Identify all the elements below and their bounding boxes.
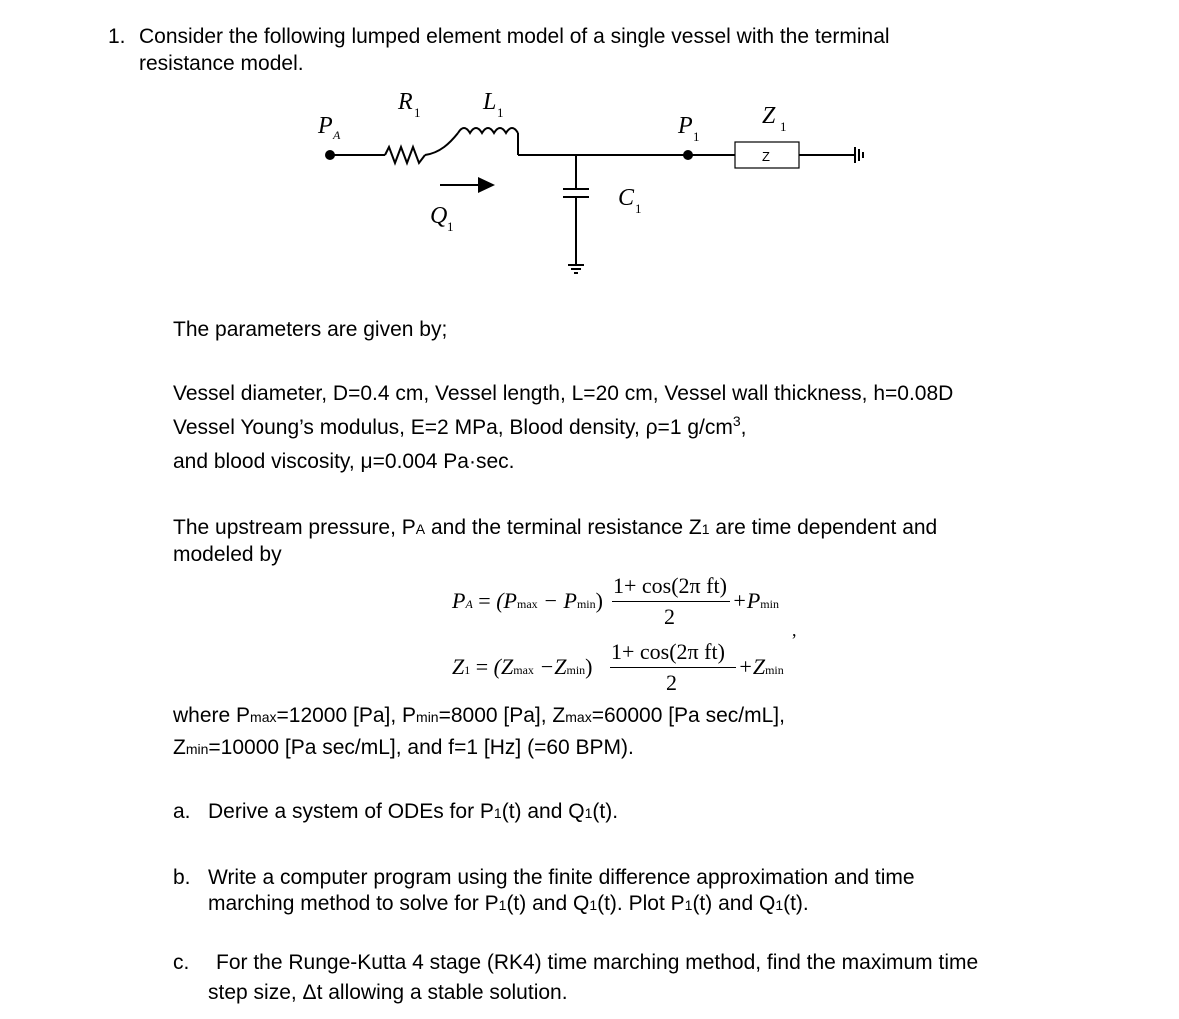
eq2-numerator: 1+ cos(2π ft) bbox=[611, 639, 725, 664]
label-z1-sub: 1 bbox=[780, 119, 787, 134]
eq2-denominator: 2 bbox=[666, 670, 677, 695]
equation-comma: , bbox=[792, 620, 797, 640]
label-q1: Q bbox=[430, 203, 448, 229]
inductor-l1 bbox=[458, 128, 518, 133]
label-q1-sub: 1 bbox=[447, 219, 454, 234]
question-intro-line1: Consider the following lumped element model of a single vessel with the terminal bbox=[139, 25, 890, 48]
node-p1 bbox=[683, 150, 693, 160]
label-l1: L bbox=[483, 89, 497, 115]
label-p1-sub: 1 bbox=[693, 129, 700, 144]
part-a-label: a. bbox=[173, 800, 191, 823]
question-number: 1. bbox=[108, 25, 126, 48]
part-c-label: c. bbox=[173, 951, 190, 974]
part-b-line1: Write a computer program using the finite difference approximation and time bbox=[208, 866, 915, 889]
label-z-box: Z bbox=[762, 149, 770, 164]
resistor-r1 bbox=[385, 147, 425, 163]
equation-z1: Z1 = (Zmax −Zmin) bbox=[452, 654, 593, 679]
upstream-line1: The upstream pressure, PA and the terminal resistance Z1 are time dependent and bbox=[173, 516, 938, 539]
params-heading: The parameters are given by; bbox=[173, 318, 448, 341]
label-p1: P bbox=[678, 113, 693, 139]
flow-arrow bbox=[478, 177, 495, 193]
node-pa bbox=[325, 150, 335, 160]
upstream-line2: modeled by bbox=[173, 543, 282, 566]
part-c-line2: step size, Δt allowing a stable solution. bbox=[208, 981, 568, 1004]
circuit-diagram bbox=[300, 85, 900, 285]
label-pa: P bbox=[318, 113, 333, 139]
part-b-label: b. bbox=[173, 866, 191, 889]
eq1-numerator: 1+ cos(2π ft) bbox=[613, 573, 727, 598]
eq2-plus-term: +Zmin bbox=[738, 654, 784, 679]
label-c1: C bbox=[618, 185, 635, 211]
where-line1: where Pmax=12000 [Pa], Pmin=8000 [Pa], Zmax=60000 [Pa sec/mL], bbox=[173, 704, 785, 727]
label-pa-sub: A bbox=[333, 128, 341, 142]
eq1-plus-term: +Pmin bbox=[732, 588, 779, 613]
params-line3: and blood viscosity, μ=0.004 Pa·sec. bbox=[173, 450, 515, 473]
label-r1-sub: 1 bbox=[414, 105, 421, 120]
label-l1-sub: 1 bbox=[497, 105, 504, 120]
part-b-line2: marching method to solve for P1(t) and Q1(t). Plot P1(t) and Q1(t). bbox=[208, 892, 809, 915]
eq1-denominator: 2 bbox=[664, 604, 675, 629]
part-a-text: Derive a system of ODEs for P1(t) and Q1(t). bbox=[208, 800, 619, 823]
params-line2: Vessel Young’s modulus, E=2 MPa, Blood density, ρ=1 $g/cm^3$, bbox=[173, 413, 747, 439]
eq2-fraction-bar bbox=[610, 667, 736, 668]
label-r1: R bbox=[398, 89, 413, 115]
label-c1-sub: 1 bbox=[635, 201, 642, 216]
part-c-line1: For the Runge-Kutta 4 stage (RK4) time marching method, find the maximum time bbox=[216, 951, 979, 974]
equation-pa: PA = (Pmax − Pmin) bbox=[452, 588, 603, 613]
question-intro-line2: resistance model. bbox=[139, 52, 304, 75]
eq1-fraction-bar bbox=[612, 601, 730, 602]
label-z1: Z bbox=[762, 103, 776, 129]
params-line1: Vessel diameter, D=0.4 cm, Vessel length, L=20 cm, Vessel wall thickness, h=0.08D bbox=[173, 382, 954, 405]
where-line2: Zmin=10000 [Pa sec/mL], and f=1 [Hz] (=60 BPM). bbox=[173, 736, 634, 759]
